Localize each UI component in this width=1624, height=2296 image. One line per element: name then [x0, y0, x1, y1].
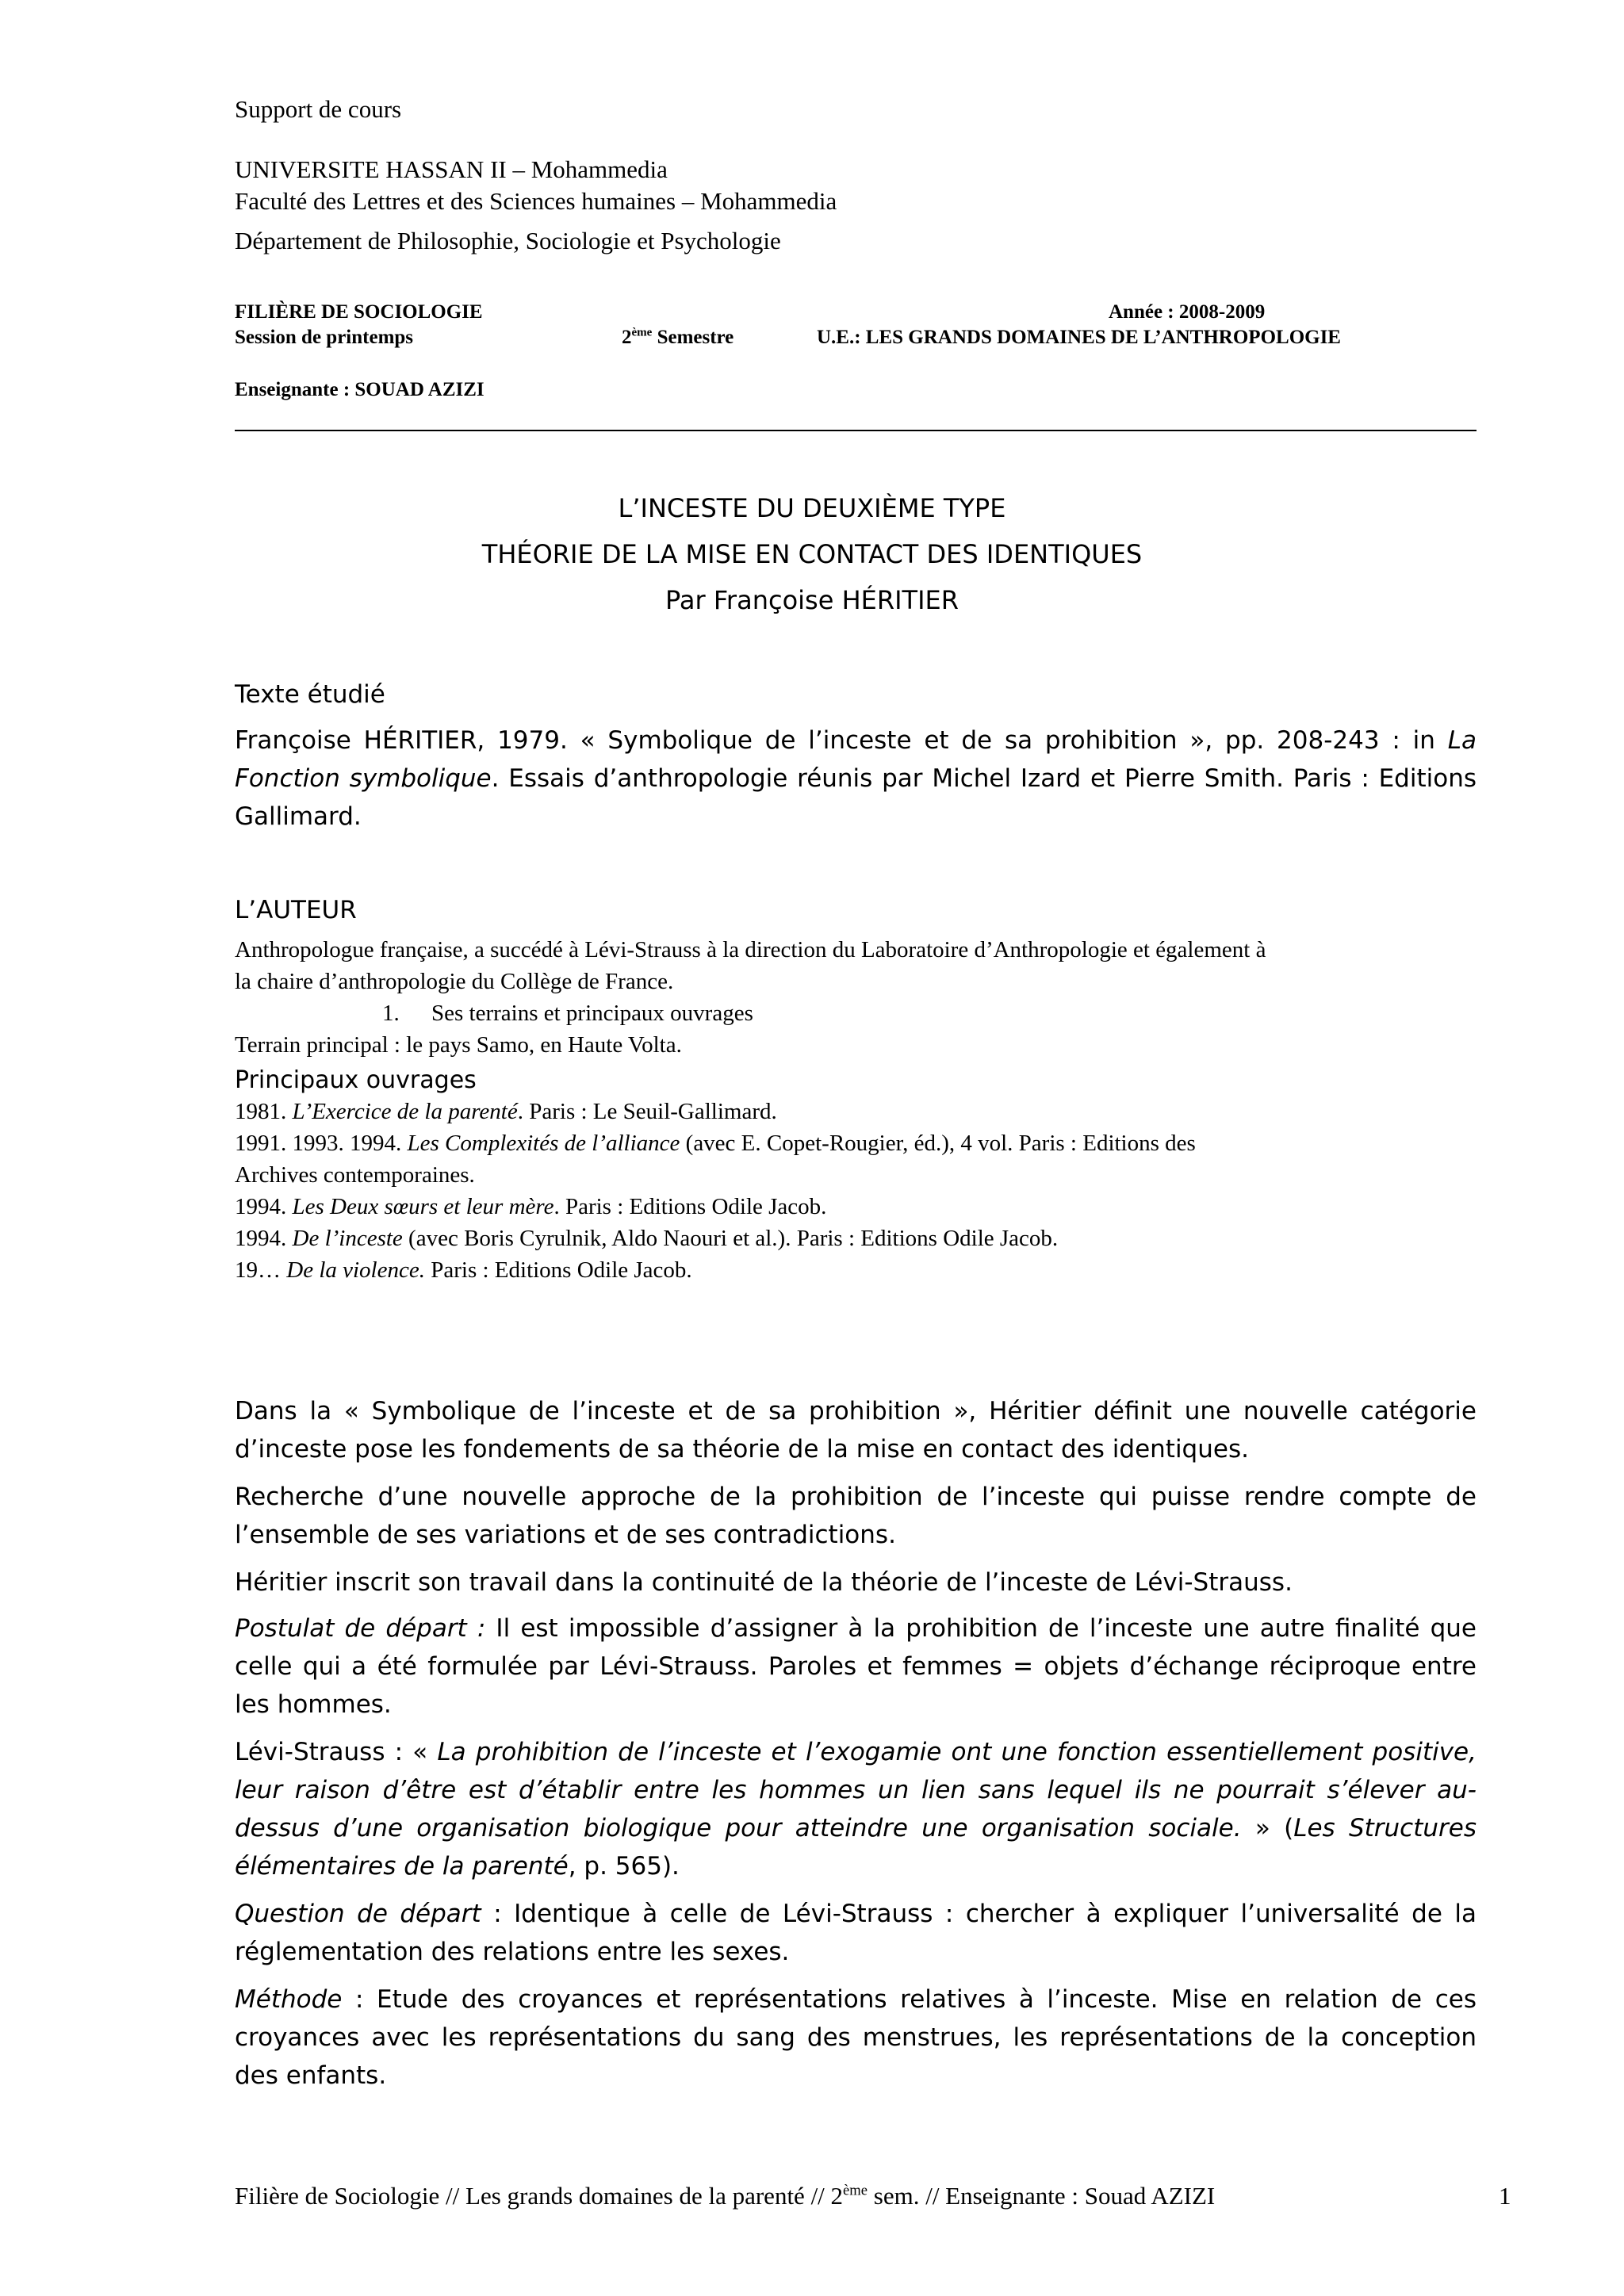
title-line-1: L’INCESTE DU DEUXIÈME TYPE — [618, 493, 1006, 523]
paragraph-1: Dans la « Symbolique de l’inceste et de sa prohibition », Héritier définit une nouvelle catégorie d’inceste pose les fondements de sa théorie de la mise en contact des identiques. — [235, 1397, 1477, 1464]
faculty-name: Faculté des Lettres et des Sciences humaines – Mohammedia — [235, 187, 837, 215]
paragraph-postulat: Postulat de départ : Il est impossible d’assigner à la prohibition de l’inceste une autre finalité que celle qui a été formulée par Lévi-Strauss. Paroles et femmes = objets d’échange réciproque entre les hommes. — [235, 1614, 1477, 1719]
work-item-continued: Archives contemporaines. — [235, 1162, 475, 1188]
paragraph-methode: Méthode : Etude des croyances et représentations relatives à l’inceste. Mise en relation de ces croyances avec les représentations du sang des menstrues, les représentations de la conception des enfants. — [235, 1985, 1477, 2090]
page-footer: Filière de Sociologie // Les grands domaines de la parenté // 2ème sem. // Enseignante : Souad AZIZI — [235, 2182, 1216, 2210]
auteur-bio-line-2: la chaire d’anthropologie du Collège de France. — [235, 969, 674, 994]
paragraph-question: Question de départ : Identique à celle de Lévi-Strauss : chercher à expliquer l’universalité de la réglementation des relations entre les sexes. — [235, 1900, 1477, 1966]
work-item: 1981. L’Exercice de la parenté. Paris : Le Seuil-Gallimard. — [235, 1099, 777, 1124]
auteur-bio-line-1: Anthropologue française, a succédé à Lévi-Strauss à la direction du Laboratoire d’Anthropologie et également à — [235, 937, 1266, 962]
paragraph-levi-strauss-quote: Lévi-Strauss : « La prohibition de l’inceste et l’exogamie ont une fonction essentiellement positive, leur raison d’être est d’établir entre les hommes un lien sans lequel ils ne pourrait s’élever au-dessus d’une organisation biologique pour atteindre une organisation sociale. » (Les Structures élémentaires de la parenté, p. 565). — [235, 1738, 1477, 1881]
auteur-heading: L’AUTEUR — [235, 896, 357, 924]
ue-label: U.E.: LES GRANDS DOMAINES DE L’ANTHROPOLOGIE — [817, 327, 1341, 348]
work-item: 19… De la violence. Paris : Editions Odile Jacob. — [235, 1257, 692, 1283]
postulat-label: Postulat de départ : — [235, 1614, 486, 1643]
texte-etudie-heading: Texte étudié — [235, 680, 385, 709]
title-author: Par Françoise HÉRITIER — [665, 585, 959, 615]
paragraph-3: Héritier inscrit son travail dans la continuité de la théorie de l’inceste de Lévi-Strauss. — [235, 1568, 1293, 1597]
question-label: Question de départ — [235, 1900, 481, 1928]
work-item: 1994. Les Deux sœurs et leur mère. Paris : Editions Odile Jacob. — [235, 1194, 827, 1219]
list-number: 1. — [382, 1001, 400, 1026]
title-line-2: THÉORIE DE LA MISE EN CONTACT DES IDENTIQUES — [481, 539, 1143, 569]
work-item: 1994. De l’inceste (avec Boris Cyrulnik, Aldo Naouri et al.). Paris : Editions Odile Jacob. — [235, 1226, 1059, 1251]
session-label: Session de printemps — [235, 327, 414, 348]
methode-label: Méthode — [235, 1985, 343, 2014]
department-name: Département de Philosophie, Sociologie et Psychologie — [235, 227, 781, 254]
texte-reference: Françoise HÉRITIER, 1979. « Symbolique de l’inceste et de sa prohibition », pp. 208-243 : in La Fonction symbolique. Essais d’anthropologie réunis par Michel Izard et Pierre Smith. Paris : Editions Gallimard. — [235, 726, 1477, 831]
support-label: Support de cours — [235, 95, 402, 123]
work-item: 1991. 1993. 1994. Les Complexités de l’alliance (avec E. Copet-Rougier, éd.), 4 vol. Paris : Editions des — [235, 1131, 1196, 1156]
ouvrages-heading: Principaux ouvrages — [235, 1066, 477, 1094]
list-item: Ses terrains et principaux ouvrages — [431, 1001, 753, 1026]
annee-label: Année : 2008-2009 — [1109, 301, 1266, 323]
filiere-label: FILIÈRE DE SOCIOLOGIE — [235, 301, 483, 323]
university-name: UNIVERSITE HASSAN II – Mohammedia — [235, 155, 668, 183]
header-divider — [235, 430, 1477, 431]
terrain-principal: Terrain principal : le pays Samo, en Haute Volta. — [235, 1032, 682, 1058]
page-number: 1 — [1499, 2182, 1511, 2210]
paragraph-2: Recherche d’une nouvelle approche de la prohibition de l’inceste qui puisse rendre compte de l’ensemble de ses variations et de ses contradictions. — [235, 1483, 1477, 1549]
enseignante-label: Enseignante : SOUAD AZIZI — [235, 379, 485, 400]
semestre-label: 2ème Semestre — [622, 326, 734, 348]
